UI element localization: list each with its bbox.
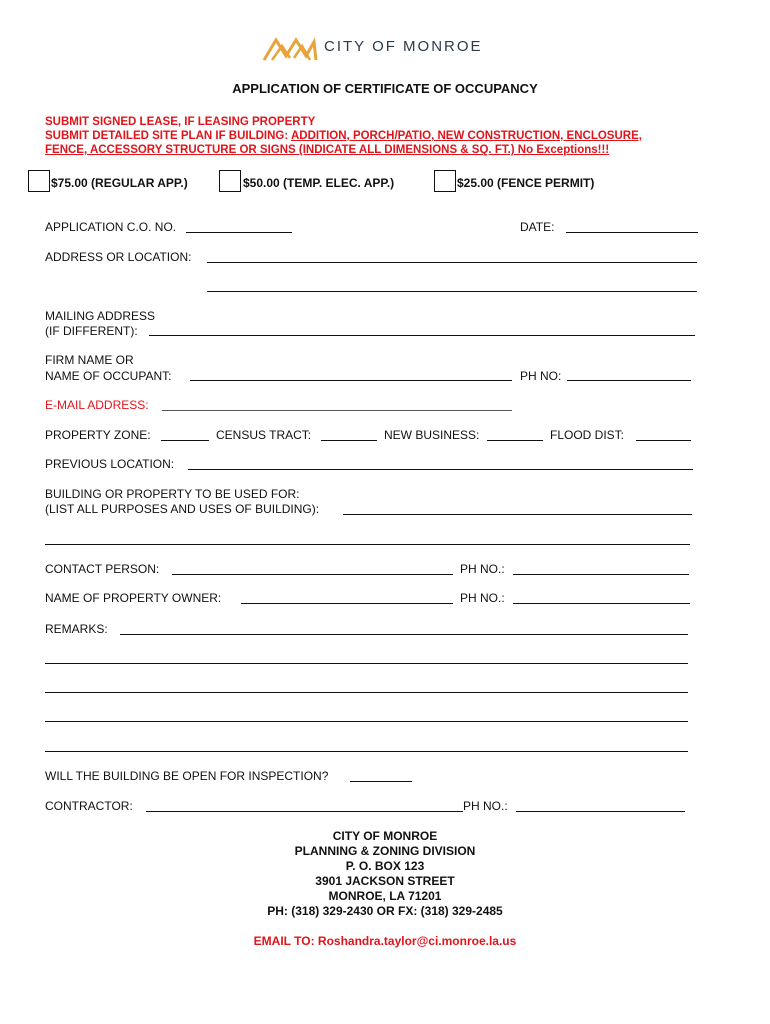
footer-division: PLANNING & ZONING DIVISION [294, 844, 476, 858]
notice-site-plan-prefix: SUBMIT DETAILED SITE PLAN IF BUILDING: [45, 130, 291, 142]
property-owner-label: NAME OF PROPERTY OWNER: [45, 591, 222, 605]
previous-location-label: PREVIOUS LOCATION: [45, 457, 175, 471]
property-zone-field[interactable] [161, 440, 209, 441]
remarks-field-4[interactable] [45, 721, 688, 722]
checkbox-temp-elec-app[interactable] [219, 170, 241, 192]
footer-city-state: MONROE, LA 71201 [328, 889, 442, 903]
building-use-field-2[interactable] [45, 544, 690, 545]
mailing-if-different-label: (IF DIFFERENT): [45, 324, 138, 338]
remarks-field-3[interactable] [45, 692, 688, 693]
checkbox-fence-permit[interactable] [434, 170, 456, 192]
contractor-label: CONTRACTOR: [45, 799, 133, 813]
page-title: APPLICATION OF CERTIFICATE OF OCCUPANCY [232, 81, 538, 96]
occupant-ph-field[interactable] [567, 380, 691, 381]
remarks-field-1[interactable] [120, 634, 688, 635]
email-field[interactable] [162, 410, 512, 411]
footer-email[interactable]: EMAIL TO: Roshandra.taylor@ci.monroe.la.us [253, 934, 517, 948]
property-owner-field[interactable] [241, 603, 453, 604]
occupant-name-label: NAME OF OCCUPANT: [45, 369, 172, 383]
contractor-ph-field[interactable] [516, 811, 685, 812]
property-zone-label: PROPERTY ZONE: [45, 428, 151, 442]
building-use-list-label: (LIST ALL PURPOSES AND USES OF BUILDING): [45, 502, 320, 516]
fee-fence-label: $25.00 (FENCE PERMIT) [457, 176, 595, 190]
fee-temp-label: $50.00 (TEMP. ELEC. APP.) [243, 176, 395, 190]
fee-regular-label: $75.00 (REGULAR APP.) [51, 176, 188, 190]
footer-po-box: P. O. BOX 123 [345, 859, 425, 873]
date-label: DATE: [520, 220, 555, 234]
flood-dist-field[interactable] [636, 440, 691, 441]
remarks-field-2[interactable] [45, 663, 688, 664]
notice-lease: SUBMIT SIGNED LEASE, IF LEASING PROPERTY [45, 116, 316, 128]
notice-site-plan [45, 130, 642, 142]
firm-name-label: FIRM NAME OR [45, 353, 134, 367]
notice-site-plan-types: ADDITION, PORCH/PATIO, NEW CONSTRUCTION, ENCLOSURE, [290, 130, 642, 142]
mailing-address-field[interactable] [149, 335, 695, 336]
new-business-field[interactable] [487, 440, 543, 441]
contact-ph-label: PH NO.: [460, 562, 505, 576]
footer-city: CITY OF MONROE [332, 829, 438, 843]
owner-ph-field[interactable] [513, 603, 690, 604]
logo-text: CITY OF MONROE [324, 38, 483, 55]
notice-dimensions: FENCE, ACCESSORY STRUCTURE OR SIGNS (INDICATE ALL DIMENSIONS & SQ. FT.) No Exceptions!!! [45, 144, 610, 156]
application-no-label: APPLICATION C.O. NO. [45, 220, 177, 234]
footer-phone-fax: PH: (318) 329-2430 OR FX: (318) 329-2485 [267, 904, 503, 918]
contact-person-label: CONTACT PERSON: [45, 562, 160, 576]
email-label: E-MAIL ADDRESS: [45, 398, 149, 412]
address-label: ADDRESS OR LOCATION: [45, 250, 192, 264]
remarks-field-5[interactable] [45, 751, 688, 752]
address-field-1[interactable] [207, 262, 697, 263]
contact-ph-field[interactable] [513, 574, 689, 575]
building-use-field-1[interactable] [343, 514, 692, 515]
footer-street: 3901 JACKSON STREET [315, 874, 455, 888]
occupant-name-field[interactable] [190, 380, 512, 381]
census-tract-label: CENSUS TRACT: [216, 428, 312, 442]
address-field-2[interactable] [207, 291, 697, 292]
census-tract-field[interactable] [321, 440, 377, 441]
contractor-field[interactable] [146, 811, 463, 812]
city-logo-icon [262, 34, 318, 62]
mailing-address-label: MAILING ADDRESS [45, 309, 156, 323]
previous-location-field[interactable] [188, 469, 693, 470]
new-business-label: NEW BUSINESS: [384, 428, 480, 442]
remarks-label: REMARKS: [45, 622, 108, 636]
inspection-field[interactable] [350, 781, 412, 782]
occupant-ph-label: PH NO: [520, 369, 562, 383]
application-no-field[interactable] [186, 232, 292, 233]
owner-ph-label: PH NO.: [460, 591, 505, 605]
contact-person-field[interactable] [172, 574, 453, 575]
date-field[interactable] [566, 232, 698, 233]
building-use-label: BUILDING OR PROPERTY TO BE USED FOR: [45, 487, 300, 501]
flood-dist-label: FLOOD DIST: [550, 428, 625, 442]
inspection-label: WILL THE BUILDING BE OPEN FOR INSPECTION? [45, 769, 329, 783]
contractor-ph-label: PH NO.: [463, 799, 508, 813]
checkbox-regular-app[interactable] [28, 170, 50, 192]
